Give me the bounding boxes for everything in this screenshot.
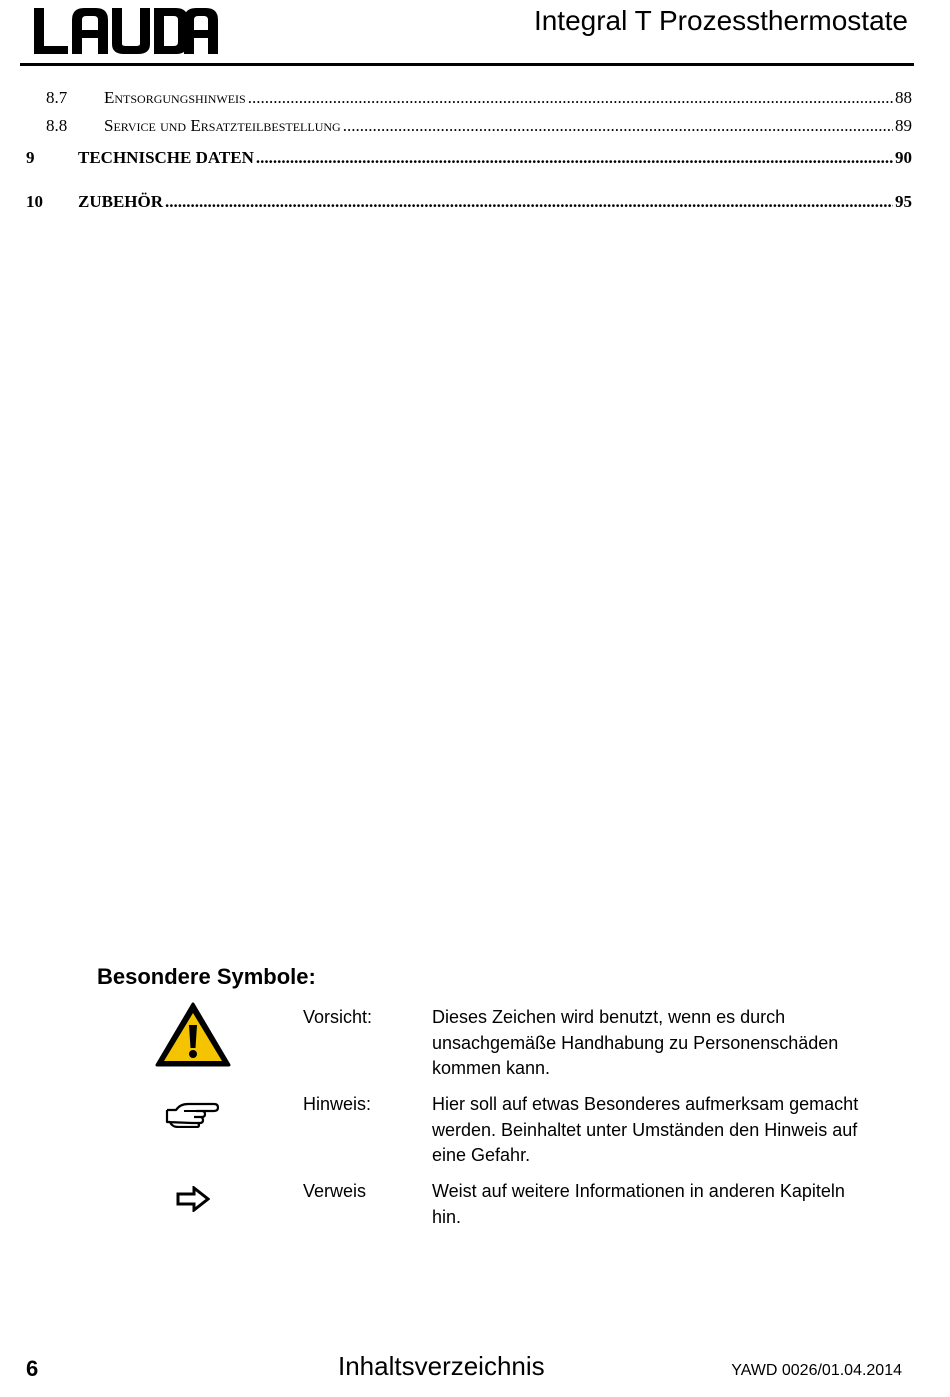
symbol-description: Weist auf weitere Informationen in anderen Kapiteln hin. xyxy=(432,1181,845,1227)
footer-section-title: Inhaltsverzeichnis xyxy=(338,1351,545,1381)
toc-leader xyxy=(256,148,893,168)
toc-leader xyxy=(248,88,893,108)
toc-title: Service und Ersatzteilbestellung xyxy=(104,116,341,135)
lauda-logo xyxy=(32,6,220,56)
toc-page: 88 xyxy=(895,88,912,107)
toc-entry-9[interactable] xyxy=(26,148,912,168)
document-id: YAWD 0026/01.04.2014 xyxy=(731,1362,902,1379)
pointing-hand-icon xyxy=(164,1100,220,1128)
symbol-label: Vorsicht: xyxy=(303,1007,373,1027)
toc-page: 90 xyxy=(895,148,912,167)
toc-page: 89 xyxy=(895,116,912,135)
toc-entry-10[interactable] xyxy=(26,192,912,212)
toc-leader xyxy=(343,116,893,136)
toc-title: ZUBEHÖR xyxy=(78,192,164,211)
symbol-description: Hier soll auf etwas Besonderes aufmerksam gemacht werden. Beinhaltet unter Umständen den Hinweis auf eine Gefahr. xyxy=(432,1094,859,1165)
symbols-heading: Besondere Symbole: xyxy=(97,964,316,989)
page-number: 6 xyxy=(26,1356,39,1381)
document-title: Integral T Prozessthermostate xyxy=(533,5,908,36)
header-divider xyxy=(20,63,914,66)
symbol-label: Hinweis: xyxy=(303,1094,372,1114)
toc-title: Entsorgungshinweis xyxy=(104,88,246,107)
toc-number: 8.7 xyxy=(46,88,68,107)
toc-title: TECHNISCHE DATEN xyxy=(78,148,254,167)
toc-number: 10 xyxy=(26,192,43,211)
warning-triangle-icon xyxy=(154,1001,232,1069)
toc-leader xyxy=(165,192,893,212)
arrow-right-icon xyxy=(176,1186,210,1212)
toc-number: 9 xyxy=(26,148,35,167)
toc-page: 95 xyxy=(895,192,912,211)
toc-number: 8.8 xyxy=(46,116,68,135)
symbol-description: Dieses Zeichen wird benutzt, wenn es durch unsachgemäße Handhabung zu Personenschäden kommen kann. xyxy=(432,1007,839,1078)
symbol-label: Verweis xyxy=(303,1181,367,1201)
toc-entry-8-7[interactable] xyxy=(26,88,912,108)
toc-entry-8-8[interactable] xyxy=(26,116,912,136)
